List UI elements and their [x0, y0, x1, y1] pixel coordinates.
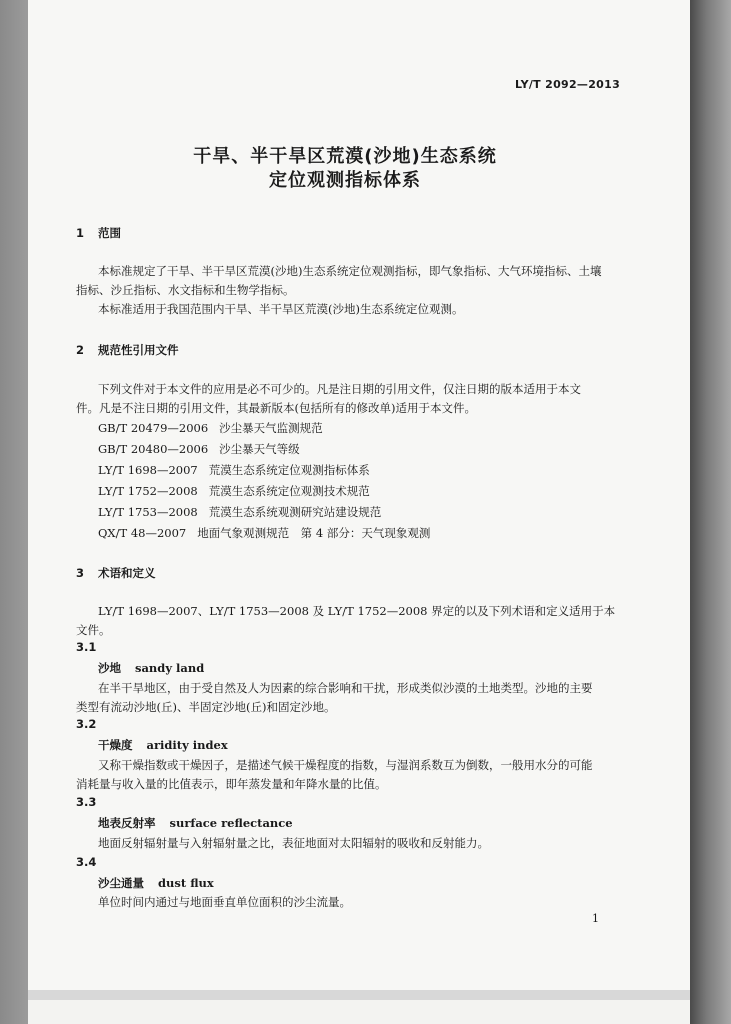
scan-right-shadow [690, 0, 731, 1024]
term-en: aridity index [146, 738, 228, 752]
document-title-line1: 干旱、半干旱区荒漠(沙地)生态系统 [193, 146, 497, 167]
reference-title: 沙尘暴天气监测规范 [219, 421, 323, 435]
page-bottom-edge [28, 990, 690, 1000]
section-number: 1 [76, 226, 85, 240]
reference-item [98, 462, 370, 478]
term-heading [98, 815, 293, 831]
reference-code: LY/T 1698—2007 [98, 463, 198, 477]
term-en: sandy land [135, 661, 205, 675]
reference-item [98, 504, 381, 520]
reference-item [98, 420, 323, 436]
term-zh: 沙尘通量 [98, 876, 144, 890]
paragraph: LY/T 1698—2007、LY/T 1753—2008 及 LY/T 1752—2008 界定的以及下列术语和定义适用于本 [98, 604, 616, 618]
document-title-line2: 定位观测指标体系 [269, 170, 421, 191]
term-zh: 干燥度 [98, 738, 133, 752]
term-en: dust flux [158, 876, 214, 890]
term-definition: 消耗量与收入量的比值表示，即年蒸发量和年降水量的比值。 [76, 777, 387, 791]
section-number: 2 [76, 343, 85, 357]
section-heading-2 [76, 342, 179, 358]
term-definition: 地面反射辐射量与入射辐射量之比，表征地面对太阳辐射的吸收和反射能力。 [98, 836, 489, 850]
reference-title: 荒漠生态系统观测研究站建设规范 [208, 505, 382, 519]
reference-code: QX/T 48—2007 [98, 526, 187, 540]
standard-code: LY/T 2092—2013 [515, 78, 621, 91]
term-zh: 地表反射率 [98, 816, 156, 830]
section-title: 范围 [98, 226, 121, 240]
term-zh: 沙地 [98, 661, 121, 675]
reference-item [98, 483, 370, 499]
paragraph: 本标准适用于我国范围内干旱、半干旱区荒漠(沙地)生态系统定位观测。 [98, 302, 464, 316]
term-definition: 单位时间内通过与地面垂直单位面积的沙尘流量。 [98, 895, 351, 909]
section-heading-3 [76, 565, 156, 581]
reference-code: GB/T 20480—2006 [98, 442, 209, 456]
reference-title: 地面气象观测规范 第 4 部分：天气现象观测 [197, 526, 431, 540]
next-page-edge [28, 1000, 690, 1024]
subclause-number: 3.1 [76, 640, 97, 654]
reference-code: GB/T 20479—2006 [98, 421, 209, 435]
term-heading [98, 737, 228, 753]
reference-item [98, 441, 300, 457]
term-definition: 在半干旱地区，由于受自然及人为因素的综合影响和干扰，形成类似沙漠的土地类型。沙地的主要 [98, 681, 593, 695]
term-heading [98, 660, 204, 676]
reference-title: 荒漠生态系统定位观测指标体系 [208, 463, 370, 477]
reference-code: LY/T 1753—2008 [98, 505, 198, 519]
subclause-number: 3.4 [76, 855, 97, 869]
section-number: 3 [76, 566, 85, 580]
paragraph: 指标、沙丘指标、水文指标和生物学指标。 [76, 283, 295, 297]
reference-title: 沙尘暴天气等级 [219, 442, 300, 456]
paragraph: 下列文件对于本文件的应用是必不可少的。凡是注日期的引用文件，仅注日期的版本适用于本文 [98, 382, 581, 396]
subclause-number: 3.2 [76, 717, 97, 731]
term-definition: 类型有流动沙地(丘)、半固定沙地(丘)和固定沙地。 [76, 700, 336, 714]
paragraph: 本标准规定了干旱、半干旱区荒漠(沙地)生态系统定位观测指标，即气象指标、大气环境指标、土壤 [98, 264, 602, 278]
section-title: 规范性引用文件 [98, 343, 179, 357]
reference-item [98, 525, 430, 541]
term-definition: 又称干燥指数或干燥因子，是描述气候干燥程度的指数，与湿润系数互为倒数，一般用水分的可能 [98, 758, 593, 772]
page-number: 1 [592, 912, 599, 925]
paragraph: 件。凡是不注日期的引用文件，其最新版本(包括所有的修改单)适用于本文件。 [76, 401, 476, 415]
subclause-number: 3.3 [76, 795, 97, 809]
paragraph: 文件。 [76, 623, 111, 637]
term-en: surface reflectance [169, 816, 293, 830]
section-title: 术语和定义 [98, 566, 156, 580]
section-heading-1 [76, 225, 121, 241]
reference-title: 荒漠生态系统定位观测技术规范 [208, 484, 370, 498]
term-heading [98, 875, 214, 891]
reference-code: LY/T 1752—2008 [98, 484, 198, 498]
